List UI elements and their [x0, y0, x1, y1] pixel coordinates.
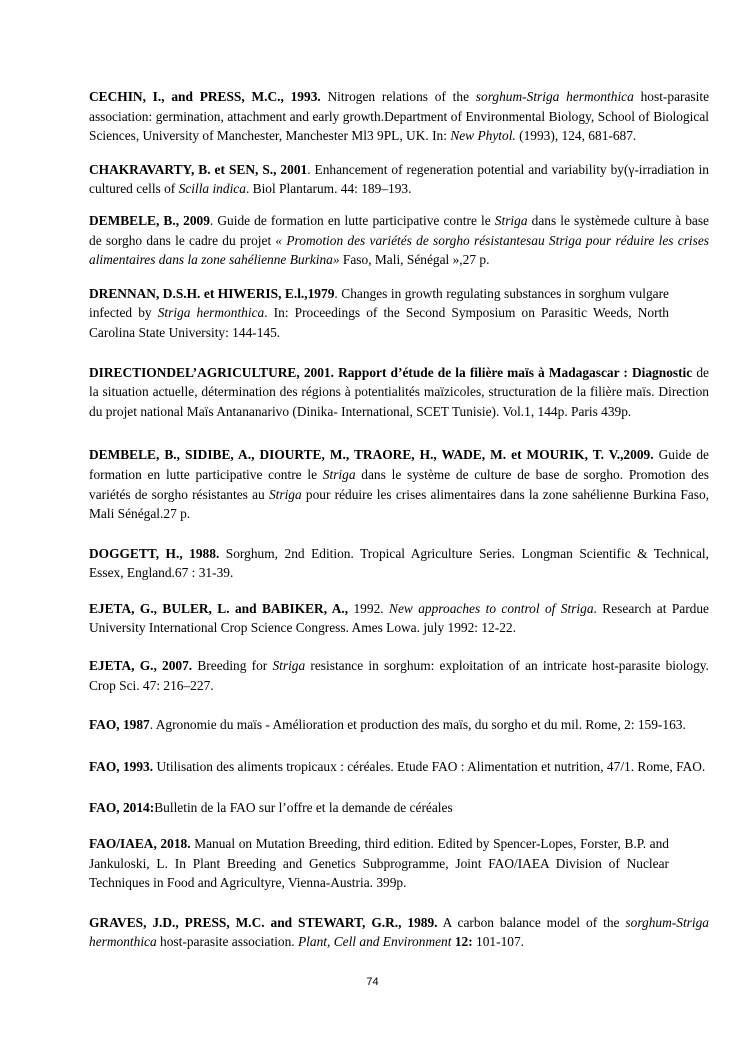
reference-entry: DIRECTIONDEL’AGRICULTURE, 2001. Rapport d’étude de la filière maïs à Madagascar : Diagnostic de la situation actuelle, détermination des régions à potentialités maïzicoles, structuration de la filière maïs. Direction du projet national Maïs Antananarivo (Dinika- International, SCET Tunisie). Vol.1, 144p. Paris 439p.: [89, 364, 709, 419]
reference-authors: EJETA, G., BULER, L. and BABIKER, A.,: [89, 600, 349, 616]
reference-authors: FAO/IAEA, 2018.: [89, 836, 191, 852]
reference-authors: DEMBELE, B., SIDIBE, A., DIOURTE, M., TRAORE, H., WADE, M. et MOURIK, T. V.,2009.: [89, 447, 654, 463]
reference-entry: FAO, 2014:Bulletin de la FAO sur l’offre et la demande de céréales: [89, 800, 453, 816]
reference-authors: FAO, 1987: [89, 717, 150, 733]
page-number: 74: [366, 976, 379, 988]
reference-entry: EJETA, G., BULER, L. and BABIKER, A., 1992. New approaches to control of Striga. Research at Pardue University International Crop Science Congress. Ames Lowa. july 1992: 12-22.: [89, 600, 709, 636]
reference-entry: CHAKRAVARTY, B. et SEN, S., 2001. Enhancement of regeneration potential and variability by(γ-irradiation in cultured cells of Scilla indica. Biol Plantarum. 44: 189–193.: [89, 161, 709, 197]
reference-authors: CECHIN, I., and PRESS, M.C., 1993.: [89, 89, 321, 104]
reference-authors: DIRECTIONDEL’AGRICULTURE, 2001. Rapport d’étude de la filière maïs à Madagascar : Diagnostic: [89, 364, 693, 380]
reference-authors: DOGGETT, H., 1988.: [89, 545, 220, 561]
reference-entry: DOGGETT, H., 1988. Sorghum, 2nd Edition. Tropical Agriculture Series. Longman Scientific & Technical, Essex, England.67 : 31-39.: [89, 545, 710, 581]
reference-authors: GRAVES, J.D., PRESS, M.C. and STEWART, G.R., 1989.: [89, 914, 438, 930]
reference-entry: FAO, 1987. Agronomie du maïs - Amélioration et production des maïs, du sorgho et du mil. Rome, 2: 159-163.: [89, 717, 686, 733]
reference-authors: DRENNAN, D.S.H. et HIWERIS, E.l.,1979: [89, 285, 335, 301]
reference-authors: DEMBELE, B., 2009: [89, 212, 210, 228]
reference-list: [89, 87, 709, 952]
reference-entry: FAO, 1993. Utilisation des aliments tropicaux : céréales. Etude FAO : Alimentation et nutrition, 47/1. Rome, FAO.: [89, 758, 706, 774]
reference-authors: FAO, 2014:: [89, 800, 155, 816]
reference-entry: GRAVES, J.D., PRESS, M.C. and STEWART, G.R., 1989. A carbon balance model of the sorghum-Striga hermonthica host-parasite association. Plant, Cell and Environment 12: 101-107.: [89, 914, 709, 950]
reference-entry: CECHIN, I., and PRESS, M.C., 1993. Nitrogen relations of the sorghum-Striga hermonthica host-parasite association: germination, attachment and early growth.Department of Environmental Biology, School of Biological Sciences, University of Manchester, Manchester Ml3 9PL, UK. In: New Phytol. (1993), 124, 681-687.: [89, 89, 710, 144]
reference-authors: CHAKRAVARTY, B. et SEN, S., 2001: [89, 161, 308, 177]
reference-entry: DEMBELE, B., SIDIBE, A., DIOURTE, M., TRAORE, H., WADE, M. et MOURIK, T. V.,2009. Guide de formation en lutte participative contre le Striga dans le système de culture de base de sorgho. Promotion des variétés de sorgho résistantes au Striga pour réduire les crises alimentaires dans la zone sahélienne Burkina Faso, Mali Sénégal.27 p.: [89, 447, 709, 522]
reference-authors: FAO, 1993.: [89, 758, 154, 774]
reference-authors: EJETA, G., 2007.: [89, 658, 193, 674]
reference-entry: EJETA, G., 2007. Breeding for Striga resistance in sorghum: exploitation of an intricate host-parasite biology. Crop Sci. 47: 216–227.: [89, 658, 709, 693]
reference-entry: DRENNAN, D.S.H. et HIWERIS, E.l.,1979. Changes in growth regulating substances in sorghum vulgare infected by Striga hermonthica. In: Proceedings of the Second Symposium on Parasitic Weeds, North Carolina State University: 144-145.: [89, 285, 669, 340]
reference-entry: DEMBELE, B., 2009. Guide de formation en lutte participative contre le Striga dans le systèmede culture à base de sorgho dans le cadre du projet « Promotion des variétés de sorgho résistantesau Striga pour réduire les crises alimentaires dans la zone sahélienne Burkina» Faso, Mali, Sénégal »,27 p.: [89, 212, 710, 268]
reference-entry: FAO/IAEA, 2018. Manual on Mutation Breeding, third edition. Edited by Spencer-Lopes, Forster, B.P. and Jankuloski, L. In Plant Breeding and Genetics Subprogramme, Joint FAO/IAEA Division of Nuclear Techniques in Food and Agricultyre, Vienna-Austria. 399p.: [89, 836, 669, 891]
